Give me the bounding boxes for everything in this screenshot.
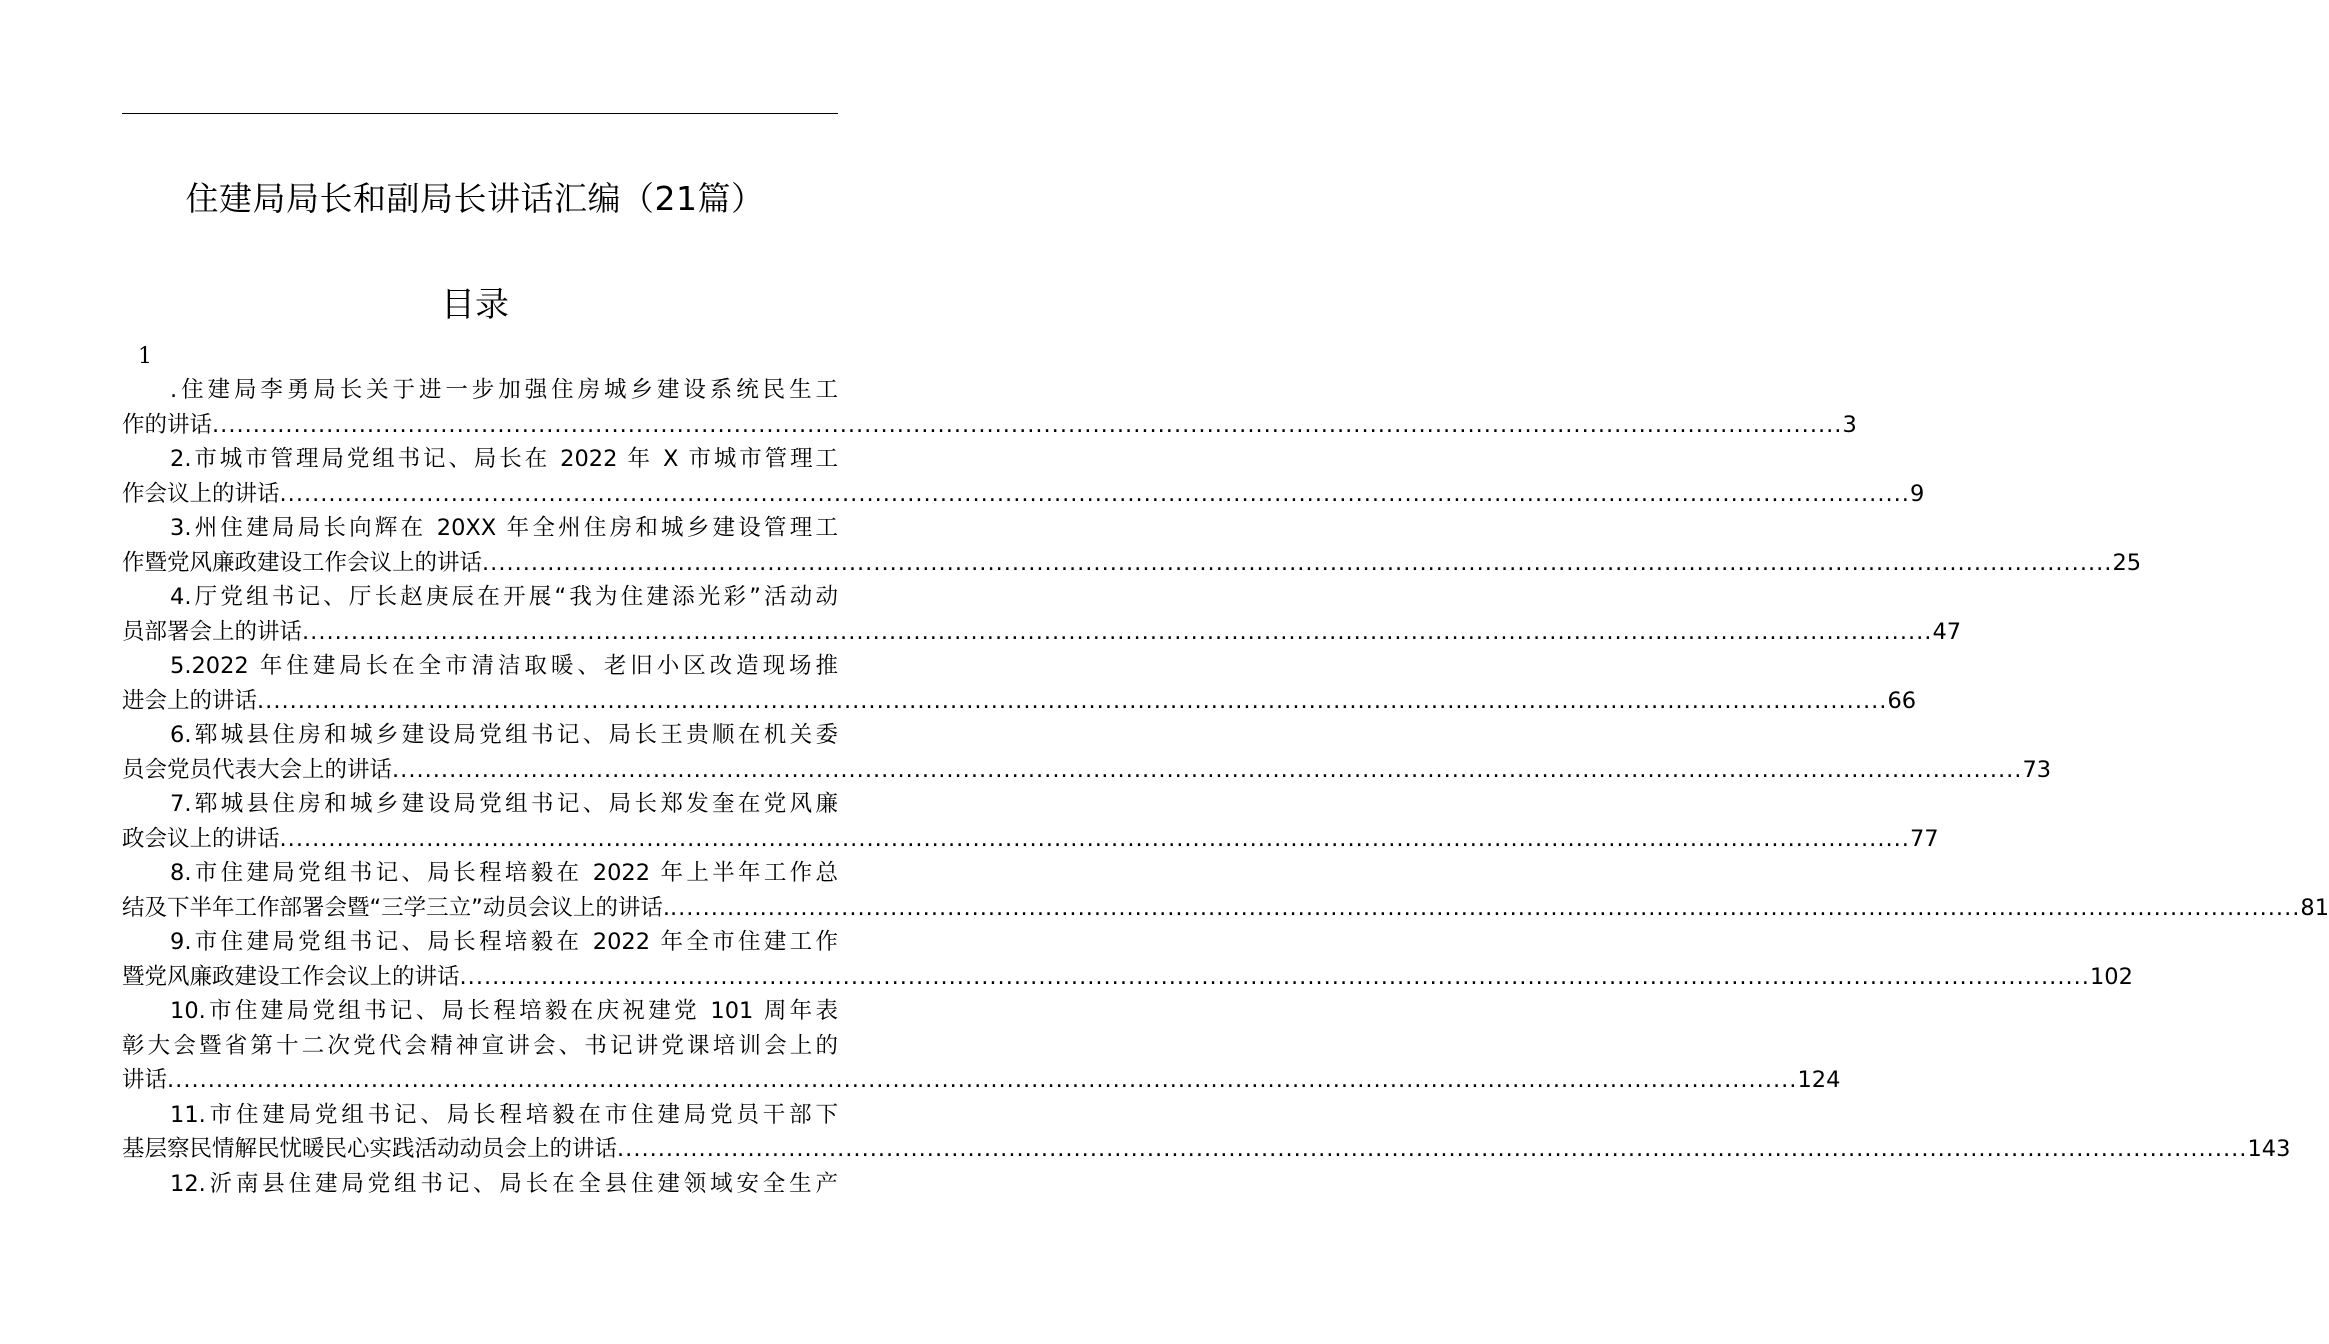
toc-entry[interactable]	[122, 649, 1917, 718]
toc-entry-text: 3.州住建局局长向辉在 20XX 年全州住房和城乡建设管理工	[170, 515, 838, 541]
toc-page-number: 73	[2022, 756, 2052, 783]
toc-leader-dots: ........................................................................................................................................................................................................	[279, 480, 1910, 507]
toc-page-number: 143	[2247, 1136, 2291, 1162]
toc-entry[interactable]	[122, 787, 1939, 856]
toc-entry-text: 作的讲话	[122, 411, 213, 438]
toc-entry-line	[122, 787, 838, 822]
toc-entry-line	[122, 477, 1925, 512]
toc-leader-dots: ........................................................................................................................................................................................................	[302, 618, 1933, 645]
toc-entry-text: 12.沂南县住建局党组书记、局长在全县住建领域安全生产	[170, 1170, 838, 1197]
toc-entry-line	[122, 994, 838, 1029]
toc-entry-text: 4.厅党组书记、厅长赵庚辰在开展“我为住建添光彩”活动动	[170, 584, 838, 610]
toc-page-number: 47	[1932, 618, 1962, 645]
toc-entry-text: 7.郓城县住房和城乡建设局党组书记、局长郑发奎在党风廉	[170, 791, 838, 817]
toc-entry-text: 6.郓城县住房和城乡建设局党组书记、局长王贵顺在机关委	[170, 722, 838, 748]
toc-entry-text: 员部署会上的讲话	[122, 618, 303, 645]
toc-entry-text: 暨党风廉政建设工作会议上的讲话	[122, 963, 460, 990]
toc-entry-line	[122, 822, 1939, 857]
toc-entry-line	[122, 580, 838, 615]
toc-entry[interactable]	[122, 511, 2142, 580]
toc-entry[interactable]	[122, 1167, 838, 1202]
toc-entry-line	[122, 1167, 838, 1202]
toc-entry-text: 8.市住建局党组书记、局长程培毅在 2022 年上半年工作总	[170, 860, 838, 886]
toc-leader-dots: ........................................................................................................................................................................................................	[279, 825, 1910, 852]
toc-entry-text: .住建局李勇局长关于进一步加强住房城乡建设系统民生工	[170, 377, 838, 403]
toc-page-number: 124	[1797, 1067, 1841, 1093]
toc-entry-line	[122, 925, 838, 960]
toc-leader-dots: ........................................................................................................................................................................................................	[167, 1067, 1798, 1093]
toc-entry-line	[122, 511, 838, 546]
toc-entry-text: 2.市城市管理局党组书记、局长在 2022 年 X 市城市管理工	[170, 446, 838, 472]
toc-entry-line	[122, 373, 838, 408]
toc-entry[interactable]	[122, 580, 1962, 649]
toc-entry-line	[122, 960, 2133, 995]
toc-page-number: 3	[1842, 411, 1857, 438]
header-rule	[122, 113, 838, 114]
toc-entry-line	[122, 891, 2329, 926]
toc-entry-text: 结及下半年工作部署会暨“三学三立”动员会议上的讲话.	[122, 894, 670, 921]
toc-entry-text: 基层察民情解民忧暖民心实践活动动员会上的讲话	[122, 1136, 618, 1162]
toc-entry-text: 5.2022 年住建局长在全市清洁取暖、老旧小区改造现场推	[170, 653, 838, 679]
toc-entry[interactable]	[122, 442, 1925, 511]
toc-entry-text: 11.市住建局党组书记、局长程培毅在市住建局党员干部下	[170, 1101, 838, 1128]
toc-entry-text: 作暨党风廉政建设工作会议上的讲话	[122, 549, 483, 576]
toc-entry-text: 进会上的讲话	[122, 687, 258, 714]
toc-entry-line	[122, 1132, 2291, 1167]
toc-leader-dots: ........................................................................................................................................................................................................	[617, 1136, 2248, 1162]
toc-entry-text: 员会党员代表大会上的讲话	[122, 756, 393, 783]
toc-leader-dots: ........................................................................................................................................................................................................	[257, 687, 1888, 714]
toc-page-number: 77	[1909, 825, 1939, 852]
toc-heading: 目录	[441, 285, 509, 325]
page-marker: 1	[138, 344, 152, 369]
toc-entry-line	[122, 442, 838, 477]
toc-leader-dots: ........................................................................................................................................................................................................	[482, 549, 2113, 576]
toc-entry-text: 10.市住建局党组书记、局长程培毅在庆祝建党 101 周年表	[170, 998, 838, 1024]
toc-page-number: 66	[1887, 687, 1917, 714]
toc-entry-line	[122, 718, 838, 753]
toc-entry[interactable]	[122, 994, 1841, 1098]
toc-entry-text: 彰大会暨省第十二次党代会精神宣讲会、书记讲党课培训会上的	[122, 1032, 838, 1059]
toc-entry-text: 政会议上的讲话	[122, 825, 280, 852]
toc-leader-dots: ........................................................................................................................................................................................................	[392, 756, 2023, 783]
toc-entry[interactable]	[122, 856, 2329, 925]
toc-entry-line	[122, 1098, 838, 1133]
toc-entry[interactable]	[122, 718, 2052, 787]
toc-entry[interactable]	[122, 925, 2133, 994]
toc-entry-line	[122, 615, 1962, 650]
toc-entry-line	[122, 408, 1857, 443]
toc-page-number: 102	[2089, 963, 2133, 990]
toc-entry-line	[122, 1063, 1841, 1098]
toc-entry-line	[122, 753, 2052, 788]
toc-page-number: 25	[2112, 549, 2142, 576]
table-of-contents	[122, 373, 2329, 1201]
toc-page-number: 9	[1909, 480, 1925, 507]
toc-entry-line	[122, 546, 2142, 581]
toc-entry-text: 9.市住建局党组书记、局长程培毅在 2022 年全市住建工作	[170, 929, 838, 955]
toc-leader-dots: ........................................................................................................................................................................................................	[669, 894, 2301, 921]
toc-entry[interactable]	[122, 1098, 2291, 1167]
toc-entry-line	[122, 649, 838, 684]
toc-leader-dots: ........................................................................................................................................................................................................	[212, 411, 1843, 438]
toc-entry-text: 作会议上的讲话	[122, 480, 280, 507]
toc-entry-line	[122, 856, 838, 891]
toc-entry-line	[122, 684, 1917, 719]
toc-entry-line	[122, 1029, 838, 1064]
toc-entry[interactable]	[122, 373, 1857, 442]
toc-page-number: 81	[2300, 894, 2329, 921]
toc-entry-text: 讲话	[122, 1067, 168, 1093]
toc-leader-dots: ........................................................................................................................................................................................................	[459, 963, 2090, 990]
document-title: 住建局局长和副局长讲话汇编（21篇）	[185, 179, 765, 218]
